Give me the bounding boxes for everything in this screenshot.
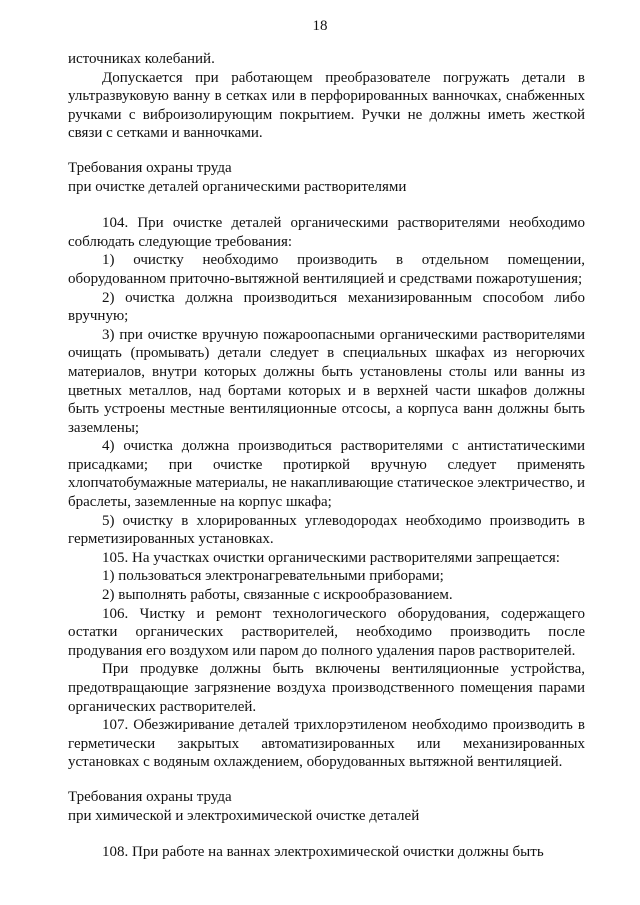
document-body	[68, 50, 585, 862]
paragraph: 107. Обезжиривание деталей трихлорэтиленом необходимо производить в герметически закрытых автоматизированных или механизированных установках с водяным охлаждением, оборудованных вытяжной вентиляцией.	[68, 717, 585, 771]
list-item: 3) при очистке вручную пожароопасными органическими растворителями очищать (промывать) детали следует в специальных шкафах из негорючих материалов, внутри которых должны быть установлены столы или ванны из цветных металлов, над бортами которых и в верхней части шкафов должны быть устроены местные вентиляционные отсосы, а корпуса ванн должны быть заземлены;	[68, 326, 585, 436]
page-number: 18	[312, 18, 328, 34]
paragraph: При продувке должны быть включены вентиляционные устройства, предотвращающие загрязнение воздуха производственного помещения парами органических растворителей.	[68, 661, 585, 715]
paragraph: 104. При очистке деталей органическими растворителями необходимо соблюдать следующие требования:	[68, 215, 585, 250]
list-item: 2) очистка должна производиться механизированным способом либо вручную;	[68, 289, 585, 325]
paragraph: 106. Чистку и ремонт технологического оборудования, содержащего остатки органических растворителей, необходимо производить после продувания его воздухом или паром до полного удаления паров растворителей.	[68, 605, 585, 659]
paragraph: 105. На участках очистки органическими растворителями запрещается:	[102, 549, 560, 566]
paragraph: 108. При работе на ваннах электрохимической очистки должны быть	[102, 844, 544, 861]
paragraph: источниках колебаний.	[68, 51, 215, 67]
list-item: 1) пользоваться электронагревательными приборами;	[102, 568, 444, 585]
paragraph: Допускается при работающем преобразователе погружать детали в ультразвуковую ванну в сетках или в перфорированных ванночках, снабженных ручками с виброизолирующим покрытием. Ручки не должны иметь жесткой связи с сетками и ванночками.	[68, 69, 585, 142]
list-item: 2) выполнять работы, связанные с искрообразованием.	[102, 587, 453, 604]
section-heading: Требования охраны труда	[68, 788, 232, 805]
section-heading: Требования охраны труда	[68, 159, 232, 176]
list-item: 1) очистку необходимо производить в отдельном помещении, оборудованном приточно-вытяжной вентиляцией и средствами пожаротушения;	[68, 252, 585, 287]
section-subheading: при очистке деталей органическими растворителями	[68, 178, 407, 195]
section-subheading: при химической и электрохимической очистке деталей	[68, 807, 420, 824]
list-item: 4) очистка должна производиться растворителями с антистатическими присадками; при очистке протиркой вручную следует применять хлопчатобумажные материалы, не накапливающие статическое электричество, и браслеты, заземленные на корпус шкафа;	[68, 438, 585, 511]
list-item: 5) очистку в хлорированных углеводородах необходимо производить в герметизированных установках.	[68, 512, 585, 548]
